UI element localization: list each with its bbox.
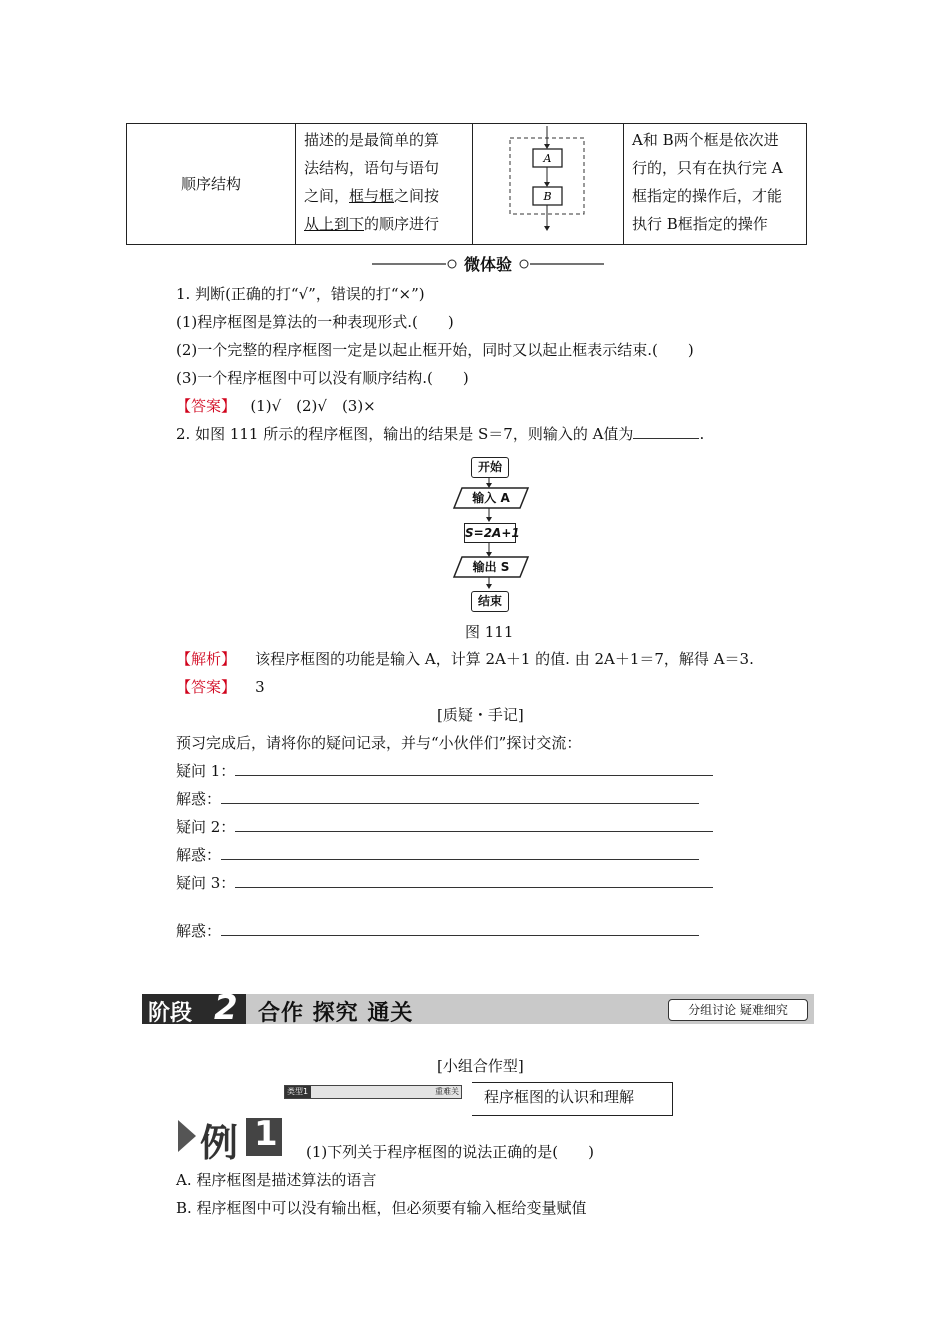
explain-line-4: 执行 B框指定的操作 — [632, 215, 768, 233]
sequence-diagram — [473, 124, 623, 244]
structure-diagram-cell — [473, 124, 624, 245]
q1-item-1: (1)程序框图是算法的一种表现形式.( ) — [176, 313, 454, 331]
diagram-box-a: A — [543, 152, 552, 165]
explain-line-3: 框指定的操作后，才能 — [632, 187, 783, 205]
group-title: [小组合作型] — [437, 1057, 524, 1075]
stage-label-block — [142, 988, 246, 1028]
note-input-line[interactable] — [235, 761, 713, 776]
note-input-line[interactable] — [235, 873, 713, 888]
q2-analysis-tag: 【解析】 — [176, 650, 237, 668]
note-input-line[interactable] — [221, 845, 699, 860]
notes-intro: 预习完成后，请将你的疑问记录，并与“小伙伴们”探讨交流： — [176, 734, 582, 752]
note-row — [176, 789, 699, 809]
notes-title: [质疑・手记] — [437, 706, 524, 724]
example-arrow-icon — [176, 1114, 198, 1158]
desc-line-3c: 之间按 — [394, 187, 440, 205]
note-label: 疑问 1： — [176, 762, 236, 780]
example-label: 例 — [200, 1121, 239, 1165]
flow-output: 输出 S — [472, 560, 510, 574]
q1-answer — [176, 396, 376, 416]
desc-line-3b: 框与框 — [349, 187, 395, 205]
structure-desc-cell — [296, 124, 473, 245]
note-row — [176, 845, 699, 865]
note-label: 解惑： — [176, 846, 222, 864]
example-number: 1 — [254, 1114, 278, 1154]
note-row — [176, 761, 713, 781]
q1-answer-text: (1)√ (2)√ (3)× — [250, 397, 376, 415]
q2-answer-blank — [633, 424, 699, 439]
note-input-line[interactable] — [235, 817, 713, 832]
stage-badge: 分组讨论 疑难细究 — [668, 999, 808, 1021]
type-topic-box — [472, 1082, 673, 1116]
note-input-line[interactable] — [221, 789, 699, 804]
banner-title: 微体验 — [463, 255, 512, 274]
desc-line-4a: 从上到下 — [304, 215, 365, 233]
note-row — [176, 921, 699, 941]
type-tag-right: 重难关 — [435, 1087, 459, 1096]
flow-process: S=2A+1 — [464, 523, 516, 543]
q2-stem — [176, 424, 704, 444]
flowchart — [440, 452, 540, 614]
desc-line-4b: 的顺序进行 — [364, 215, 440, 233]
note-label: 疑问 3： — [176, 874, 236, 892]
flow-input: 输入 A — [472, 491, 510, 505]
q2-answer-tag: 【答案】 — [176, 678, 237, 696]
note-input-line[interactable] — [221, 921, 699, 936]
q2-stem-end: . — [699, 425, 705, 443]
flow-start: 开始 — [471, 457, 509, 478]
desc-line-2: 法结构，语句与语句 — [304, 159, 440, 177]
note-label: 疑问 2： — [176, 818, 236, 836]
type-tag-bar — [284, 1085, 462, 1099]
q1-stem: 1. 判断(正确的打“√”，错误的打“×”) — [176, 285, 425, 303]
type-topic: 程序框图的认识和理解 — [484, 1088, 635, 1106]
stage-title: 合作 探究 通关 — [258, 1001, 414, 1026]
example-badge — [176, 1114, 286, 1165]
note-label: 解惑： — [176, 790, 222, 808]
q2-analysis — [176, 649, 754, 669]
explain-line-2: 行的，只有在执行完 A — [632, 159, 783, 177]
desc-line-1: 描述的是最简单的算 — [304, 131, 440, 149]
flow-end: 结束 — [471, 591, 509, 612]
example-option-a: A. 程序框图是描述算法的语言 — [176, 1171, 377, 1189]
stage-prefix: 阶段 — [148, 1001, 193, 1026]
structure-explain-cell — [624, 124, 807, 245]
q1-item-2: (2)一个完整的程序框图一定是以起止框开始，同时又以起止框表示结束.( ) — [176, 341, 694, 359]
section-banner — [370, 250, 606, 276]
note-row — [176, 873, 713, 893]
structure-table — [126, 123, 807, 245]
q1-answer-tag: 【答案】 — [176, 397, 237, 415]
q2-analysis-text: 该程序框图的功能是输入 A，计算 2A＋1 的值. 由 2A＋1＝7，解得 A＝3. — [255, 650, 754, 668]
q2-answer-text: 3 — [255, 678, 265, 696]
note-row — [176, 817, 713, 837]
structure-name: 顺序结构 — [180, 175, 241, 193]
desc-line-3a: 之间， — [304, 187, 350, 205]
example-question: (1)下列关于程序框图的说法正确的是( ) — [306, 1143, 594, 1161]
diagram-box-b: B — [543, 190, 552, 203]
example-option-b: B. 程序框图中可以没有输出框，但必须要有输入框给变量赋值 — [176, 1199, 587, 1217]
type-tag-label: 类型1 — [287, 1087, 309, 1096]
q2-stem-text: 2. 如图 111 所示的程序框图，输出的结果是 S＝7，则输入的 A值为 — [176, 425, 634, 443]
q2-answer — [176, 677, 265, 697]
q1-item-3: (3)一个程序框图中可以没有顺序结构.( ) — [176, 369, 469, 387]
structure-name-cell — [127, 124, 296, 245]
stage-number: 2 — [214, 988, 238, 1028]
figure-caption: 图 111 — [465, 623, 514, 641]
explain-line-1: A和 B两个框是依次进 — [632, 131, 779, 149]
note-label: 解惑： — [176, 922, 222, 940]
